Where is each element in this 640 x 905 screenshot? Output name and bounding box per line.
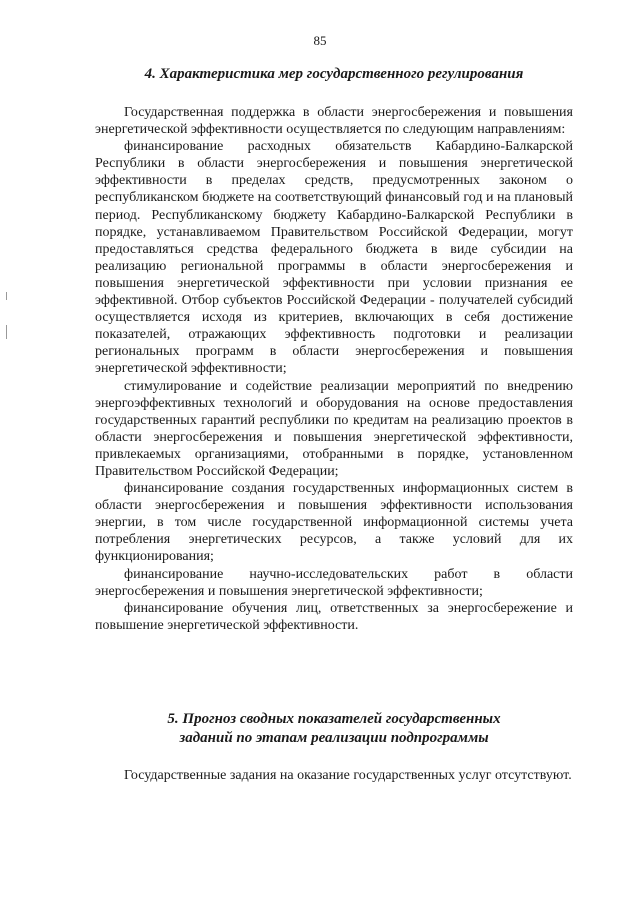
section-5-heading [95,710,573,748]
section-4-heading: 4. Характеристика мер государственного регулирования [144,66,524,82]
section-5-heading-line: заданий по этапам реализации подпрограммы [179,730,489,746]
section-5-paragraph: Государственные задания на оказание государственных услуг отсутствуют. [124,768,572,783]
section-5-body [95,767,573,784]
section-5-heading-line: 5. Прогноз сводных показателей государственных [167,711,501,727]
page-number: 85 [313,33,327,48]
section-4-paragraph: финансирование расходных обязательств Кабардино-Балкарской Республики в области энергосбережения и повышения энергетической эффективности в пределах средств, предусмотренных законом о республиканском бюджете на соответствующий финансовый год и на плановый период. Республиканскому бюджету Кабардино-Балкарской Республики в порядке, устанавливаемом Правительством Российской Федерации, могут предоставляться средства федерального бюджета в виде субсидии на реализацию региональной программы в области энергосбережения и повышения энергетической эффективности при условии признания ее эффективной. Отбор субъектов Российской Федерации - получателей субсидий осуществляется исходя из критериев, включающих в себя достижение показателей, отражающих эффективность подготовки и реализации региональных программ в области энергосбережения и повышения энергетической эффективности; [95,139,573,377]
scan-artifact-mark [6,292,7,300]
section-4-body [95,104,573,634]
section-4-paragraph: финансирование создания государственных информационных систем в области энергосбережения и повышения эффективности использования энергии, в том числе государственной информационной системы учета потребления энергетических ресурсов, а также условий для их функционирования; [95,481,573,565]
section-4-paragraph: финансирование обучения лиц, ответственных за энергосбережение и повышение энергетической эффективности. [95,600,573,633]
section-4-paragraph: стимулирование и содействие реализации мероприятий по внедрению энергоэффективных технологий и оборудования на основе предоставления государственных гарантий республики по кредитам на реализацию проектов в области энергосбережения и повышения энергетической эффективности, привлекаемых организациями, отобранными в порядке, установленном Правительством Российской Федерации; [95,378,573,479]
scan-artifact-mark [6,325,7,339]
section-4-paragraph: Государственная поддержка в области энергосбережения и повышения энергетической эффективности осуществляется по следующим направлениям: [95,105,573,138]
section-4-paragraph: финансирование научно-исследовательских работ в области энергосбережения и повышения энергетической эффективности; [95,566,573,599]
